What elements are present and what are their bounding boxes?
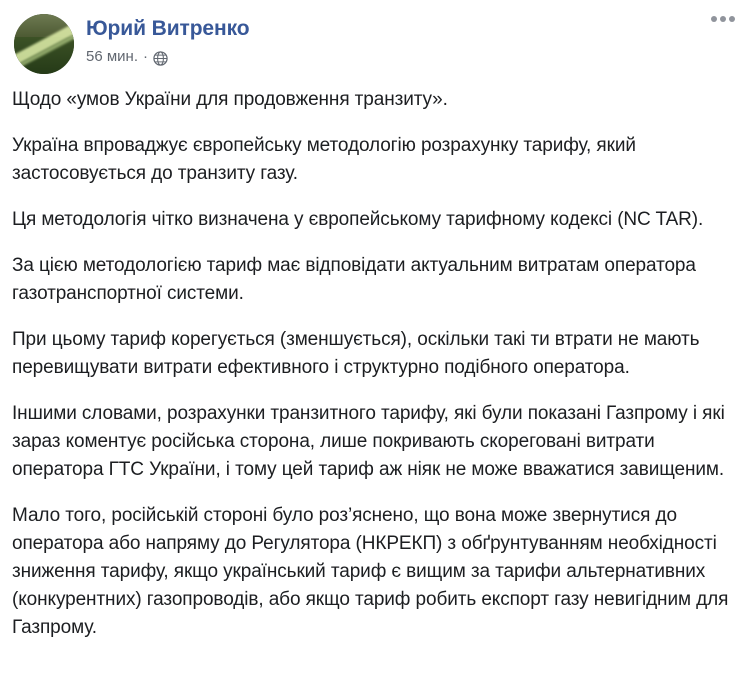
post-body — [0, 74, 751, 642]
more-options-icon[interactable] — [711, 16, 735, 22]
post-paragraph: Щодо «умов України для продовження транзиту». — [12, 89, 448, 110]
post-paragraph: Україна впроваджує європейську методологію розрахунку тарифу, який застосовується до транзиту газу. — [12, 135, 636, 184]
post-paragraph: Мало того, російській стороні було роз’яснено, що вона може звернутися до оператора або напряму до Регулятора (НКРЕКП) з обґрунтуванням необхідності зниження тарифу, якщо український тариф є вищим за тарифи альтернативних (конкурентних) газопроводів, або якщо тариф робить експорт газу невигідним для Газпрому. — [12, 505, 729, 638]
post-meta — [86, 48, 249, 65]
post-paragraph: За цією методологією тариф має відповідати актуальним витратам оператора газотранспортної системи. — [12, 255, 696, 304]
post-paragraph: Ця методологія чітко визначена у європейському тарифному кодексі (NC TAR). — [12, 209, 704, 230]
author-name[interactable]: Юрий Витренко — [86, 17, 250, 40]
avatar[interactable] — [14, 14, 74, 74]
menu-dot — [711, 16, 717, 22]
menu-dot — [729, 16, 735, 22]
globe-icon[interactable] — [153, 51, 168, 66]
menu-dot — [720, 16, 726, 22]
post-paragraph: При цьому тариф корегується (зменшується), оскільки такі ти втрати не мають перевищувати витрати ефективного і структурно подібного оператора. — [12, 329, 700, 378]
post-header — [0, 0, 751, 74]
post-timestamp[interactable]: 56 мин. — [86, 48, 138, 65]
post-paragraph: Іншими словами, розрахунки транзитного тарифу, які були показані Газпрому і які зараз коментує російська сторона, лише покривають скореговані витрати оператора ГТС України, і тому цей тариф аж ніяк не може вважатися завищеним. — [12, 403, 725, 480]
meta-separator: · — [143, 48, 148, 65]
post-header-text — [86, 14, 249, 65]
